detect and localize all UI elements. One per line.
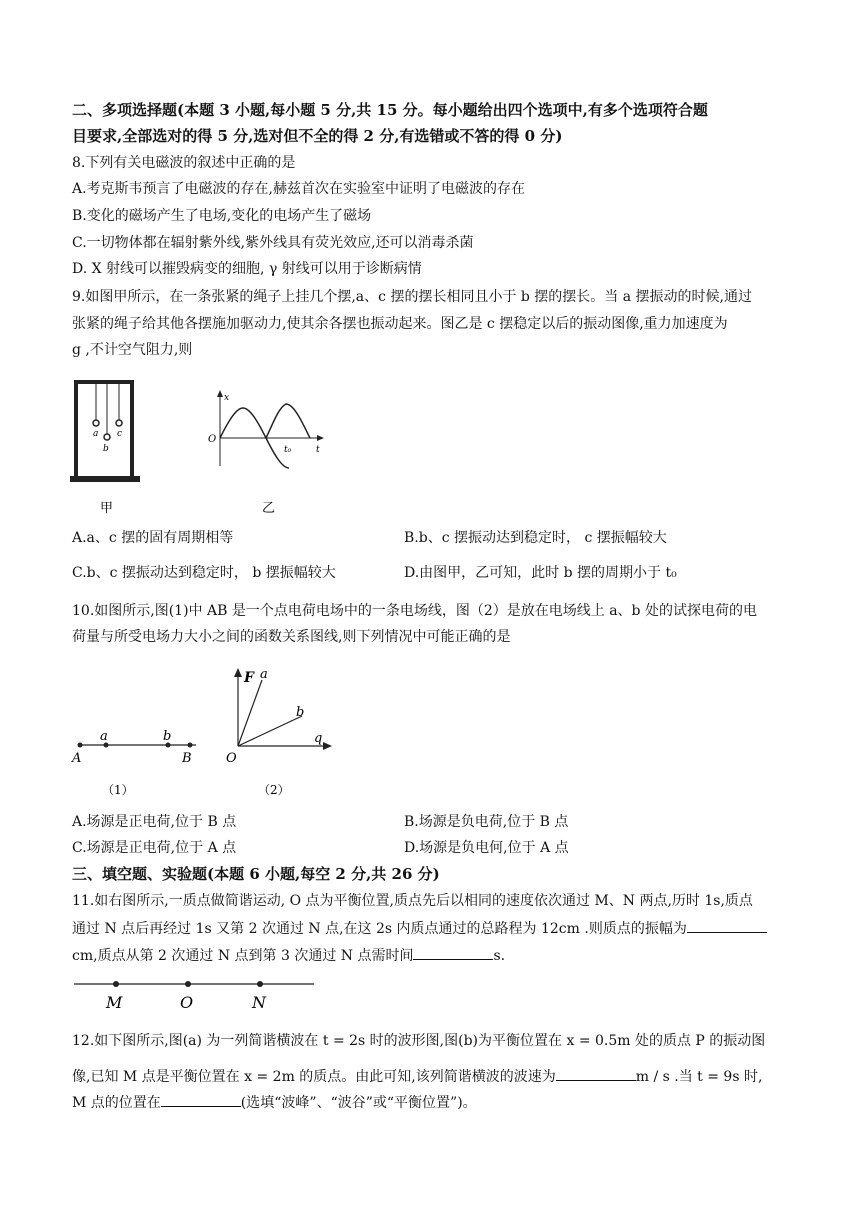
q11-stem-line1: 11.如右图所示,一质点做简谐运动, O 点为平衡位置,质点先后以相同的速度依次通过 M、N 两点,历时 1s,质点 (72, 893, 753, 909)
q11-time-blank (413, 945, 493, 960)
q11-line3-text: cm,质点从第 2 次通过 N 点到第 3 次通过 N 点需时间 (72, 948, 414, 964)
q10-stem-line2: 荷量与所受电场力大小之间的函数关系图线,则下列情况中可能正确的是 (72, 629, 511, 645)
q8-option-c: C.一切物体都在辐射紫外线,紫外线具有荧光效应,还可以消毒杀菌 (72, 235, 474, 251)
q9-figure-yi-caption: 乙 (262, 501, 276, 516)
q9-figure-yi (200, 386, 330, 524)
q12-line3-text: M 点的位置在 (72, 1095, 161, 1111)
q10-option-a: A.场源是正电荷,位于 B 点 (72, 814, 237, 830)
q10-stem-line1: 10.如图所示,图(1)中 AB 是一个点电荷电场中的一条电场线，图（2）是放在电场线上 a、b 处的试探电荷的电 (72, 603, 757, 619)
q9-figure-jia (70, 372, 160, 522)
q9-axis-x-label: x (224, 393, 230, 403)
q10-figure-1 (70, 720, 210, 800)
q11-figure (70, 974, 320, 1014)
q10-fig2-origin: O (226, 751, 237, 766)
q10-fig1-label-a: a (100, 729, 108, 744)
q11-label-M: M (106, 993, 123, 1012)
q9-label-c: c (117, 429, 123, 439)
q9-t0-label: t₀ (284, 445, 292, 455)
q9-option-c: C.b、c 摆振动达到稳定时， b 摆振幅较大 (72, 565, 336, 581)
q10-fig2-axis-F: F (244, 670, 254, 686)
q9-stem-line3: g ,不计空气阻力,则 (72, 342, 193, 358)
section3-header: 三、填空题、实验题(本题 6 小题,每空 2 分,共 26 分) (72, 865, 440, 883)
q12-line2-text: 像,已知 M 点是平衡位置在 x = 2m 的质点。由此可知,该列简谐横波的波速为 (72, 1069, 556, 1085)
q9-stem-line2: 张紧的绳子给其他各摆施加驱动力,使其余各摆也振动起来。图乙是 c 摆稳定以后的振动图像,重力加速度为 (72, 316, 728, 332)
q10-fig1-label-A: A (72, 751, 82, 766)
q9-option-d: D.由图甲，乙可知，此时 b 摆的周期小于 t₀ (404, 565, 677, 581)
q10-figure-2 (222, 660, 342, 800)
q11-stem-line2 (72, 918, 767, 939)
q8-option-b: B.变化的磁场产生了电场,变化的电场产生了磁场 (72, 208, 372, 224)
q11-line3-unit: s. (493, 948, 506, 964)
q9-label-b: b (103, 444, 109, 454)
q11-label-N: N (252, 993, 266, 1012)
q10-option-d: D.场源是负电何,位于 A 点 (404, 840, 569, 856)
q9-origin-label: O (208, 434, 217, 445)
q10-option-b: B.场源是负电荷,位于 B 点 (404, 814, 569, 830)
q10-fig1-label-b: b (163, 729, 172, 744)
q11-amplitude-blank (687, 918, 767, 933)
q10-fig2-caption: （2） (258, 783, 290, 797)
q10-fig2-axis-q: q (314, 731, 323, 746)
q9-stem-line1: 9.如图甲所示，在一条张紧的绳子上挂几个摆,a、c 摆的摆长相同且小于 b 摆的摆长。当 a 摆振动的时候,通过 (72, 289, 753, 305)
q8-option-a: A.考克斯韦预言了电磁波的存在,赫兹首次在实验室中证明了电磁波的存在 (72, 181, 526, 197)
q12-line3-choices: (选填“波峰”、“波谷”或“平衡位置”)。 (240, 1095, 477, 1111)
q12-line2-unit: m / s .当 t = 9s 时, (635, 1069, 763, 1085)
q12-stem-line2 (72, 1066, 762, 1087)
q10-fig2-line-b: b (296, 705, 305, 720)
q12-stem-line3 (72, 1092, 477, 1113)
q8-option-d: D. X 射线可以摧毁病变的细胞, γ 射线可以用于诊断病情 (72, 261, 422, 277)
q9-figure-jia-caption: 甲 (100, 501, 114, 516)
q10-fig2-line-a: a (260, 667, 268, 682)
section2-header-line1: 二、多项选择题(本题 3 小题,每小题 5 分,共 15 分。每小题给出四个选项中,有多个选项符合题 (72, 101, 708, 119)
q12-position-blank (161, 1092, 241, 1107)
q11-line2-text: 通过 N 点后再经过 1s 又第 2 次通过 N 点,在这 2s 内质点通过的总路程为 12cm .则质点的振幅为 (72, 921, 687, 937)
q8-stem: 8.下列有关电磁波的叙述中正确的是 (72, 155, 296, 171)
q12-speed-blank (556, 1066, 636, 1081)
q9-axis-t-label: t (316, 445, 320, 455)
q9-option-a: A.a、c 摆的固有周期相等 (72, 530, 234, 546)
q10-fig1-caption: （1） (102, 783, 134, 797)
q9-option-b: B.b、c 摆振动达到稳定时， c 摆振幅较大 (404, 530, 667, 546)
section2-header-line2: 目要求,全部选对的得 5 分,选对但不全的得 2 分,有选错或不答的得 0 分) (72, 127, 563, 145)
q9-label-a: a (93, 429, 99, 439)
q12-stem-line1: 12.如下图所示,图(a) 为一列简谐横波在 t = 2s 时的波形图,图(b)为平衡位置在 x = 0.5m 处的质点 P 的振动图 (72, 1033, 766, 1049)
q10-option-c: C.场源是正电荷,位于 A 点 (72, 840, 237, 856)
q11-stem-line3 (72, 945, 505, 966)
q11-label-O: O (180, 993, 194, 1012)
q10-fig1-label-B: B (182, 751, 192, 766)
